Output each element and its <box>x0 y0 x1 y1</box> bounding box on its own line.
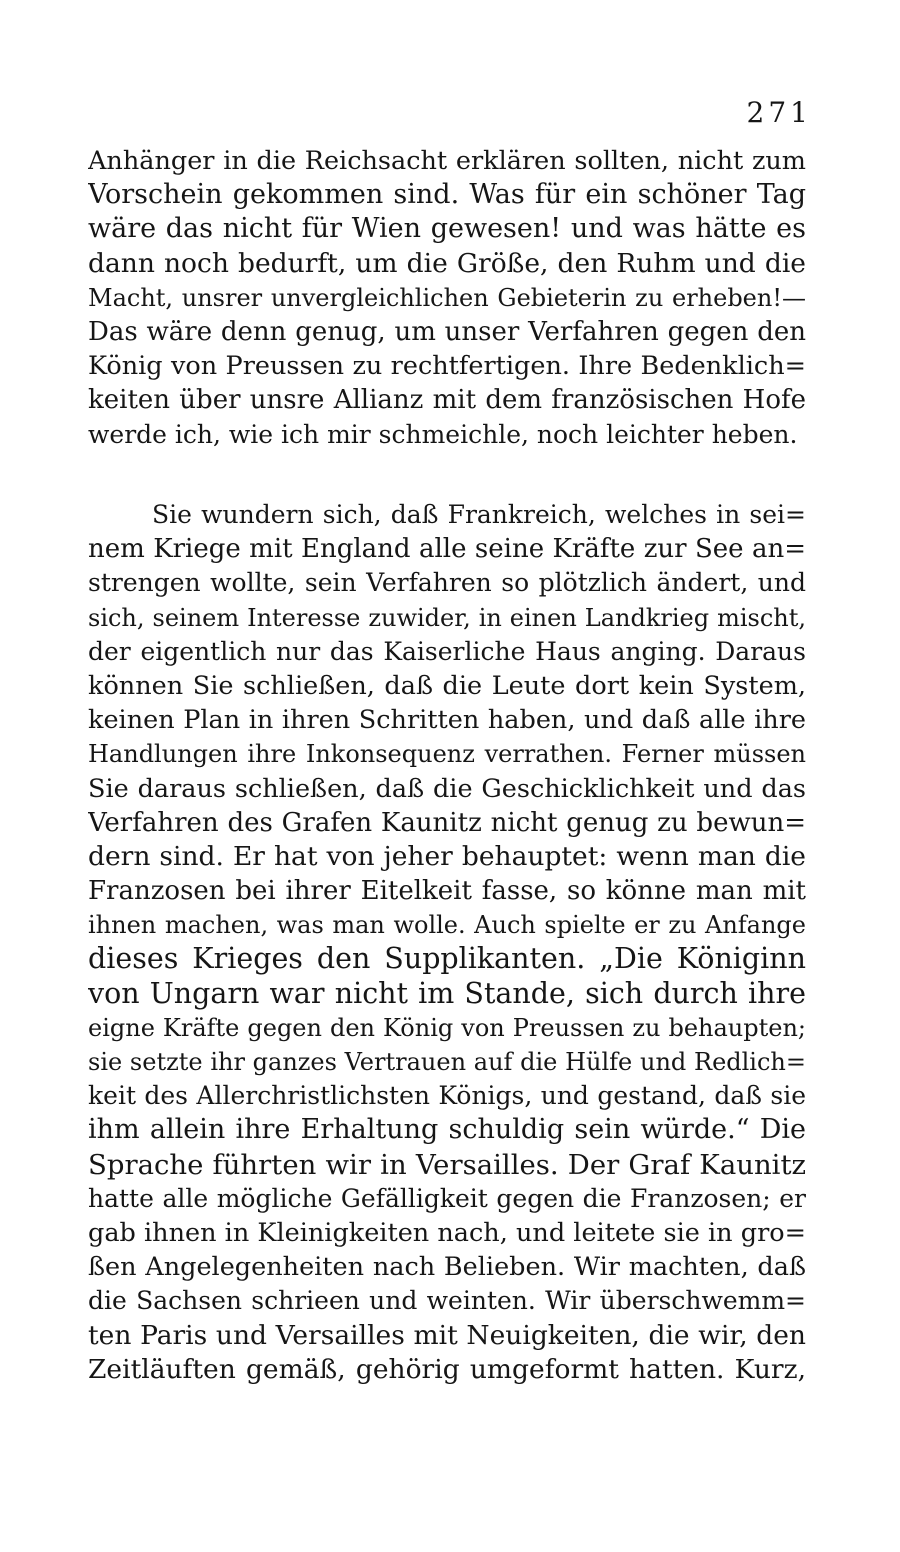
text-line: strengen wollte, sein Verfahren so plötzlich ändert, und <box>88 568 806 598</box>
text-line: wäre das nicht für Wien gewesen! und was hätte es <box>88 213 806 245</box>
text-line: sie setzte ihr ganzes Vertrauen auf die Hülfe und Redlich= <box>88 1048 806 1076</box>
text-line: Vorschein gekommen sind. Was für ein schöner Tag <box>88 179 806 211</box>
text-line: dern sind. Er hat von jeher behauptet: wenn man die <box>88 840 806 872</box>
text-line: Das wäre denn genug, um unser Verfahren gegen den <box>88 316 806 347</box>
text-line: König von Preussen zu rechtfertigen. Ihre Bedenklich= <box>88 351 806 382</box>
text-line: werde ich, wie ich mir schmeichle, noch leichter heben. <box>88 419 798 449</box>
text-line: keit des Allerchristlichsten Königs, und gestand, daß sie <box>88 1081 806 1111</box>
paragraph-2 <box>88 498 806 1387</box>
text-line: ihm allein ihre Erhaltung schuldig sein würde.“ Die <box>88 1114 806 1146</box>
text-line: Sie wundern sich, daß Frankreich, welches in sei= <box>152 500 806 529</box>
text-line: Anhänger in die Reichsacht erklären sollten, nicht zum <box>88 146 806 176</box>
text-line: Zeitläuften gemäß, gehörig umgeformt hatten. Kurz, <box>88 1353 806 1385</box>
text-line: Verfahren des Grafen Kaunitz nicht genug zu bewun= <box>88 807 806 838</box>
text-line: Macht, unsrer unvergleichlichen Gebieterin zu erheben!— <box>88 283 806 312</box>
text-line: Sie daraus schließen, daß die Geschicklichkeit und das <box>88 773 806 804</box>
text-line: Handlungen ihre Inkonsequenz verrathen. Ferner müssen <box>88 740 806 769</box>
page-number: 271 <box>746 96 812 129</box>
text-line: keiten über unsre Allianz mit dem französischen Hofe <box>88 385 806 416</box>
text-line: nem Kriege mit England alle seine Kräfte zur See an= <box>88 534 806 565</box>
text-line: die Sachsen schrieen und weinten. Wir überschwemm= <box>88 1286 806 1316</box>
text-line: sich, seinem Interesse zuwider, in einen Landkrieg mischt, <box>88 603 806 632</box>
text-line: dann noch bedurft, um die Größe, den Ruhm und die <box>88 247 806 279</box>
text-line: gab ihnen in Kleinigkeiten nach, und leitete sie in gro= <box>88 1217 806 1248</box>
text-line: Franzosen bei ihrer Eitelkeit fasse, so könne man mit <box>88 876 806 907</box>
text-line: ihnen machen, was man wolle. Auch spielte er zu Anfange <box>88 911 806 940</box>
text-line: dieses Krieges den Supplikanten. „Die Königinn <box>88 942 806 976</box>
text-line: ßen Angelegenheiten nach Belieben. Wir machten, daß <box>88 1252 806 1283</box>
text-line: von Ungarn war nicht im Stande, sich durch ihre <box>88 976 806 1010</box>
text-line: Sprache führten wir in Versailles. Der Graf Kaunitz <box>88 1148 806 1181</box>
text-line: können Sie schließen, daß die Leute dort kein System, <box>88 670 806 701</box>
text-line: ten Paris und Versailles mit Neuigkeiten, die wir, den <box>88 1319 806 1351</box>
text-line: keinen Plan in ihren Schritten haben, und daß alle ihre <box>88 705 806 736</box>
text-line: eigne Kräfte gegen den König von Preussen zu behaupten; <box>88 1013 806 1042</box>
text-line: hatte alle mögliche Gefälligkeit gegen die Franzosen; er <box>88 1183 806 1213</box>
text-line: der eigentlich nur das Kaiserliche Haus anging. Daraus <box>88 636 806 666</box>
paragraph-1 <box>88 144 806 452</box>
